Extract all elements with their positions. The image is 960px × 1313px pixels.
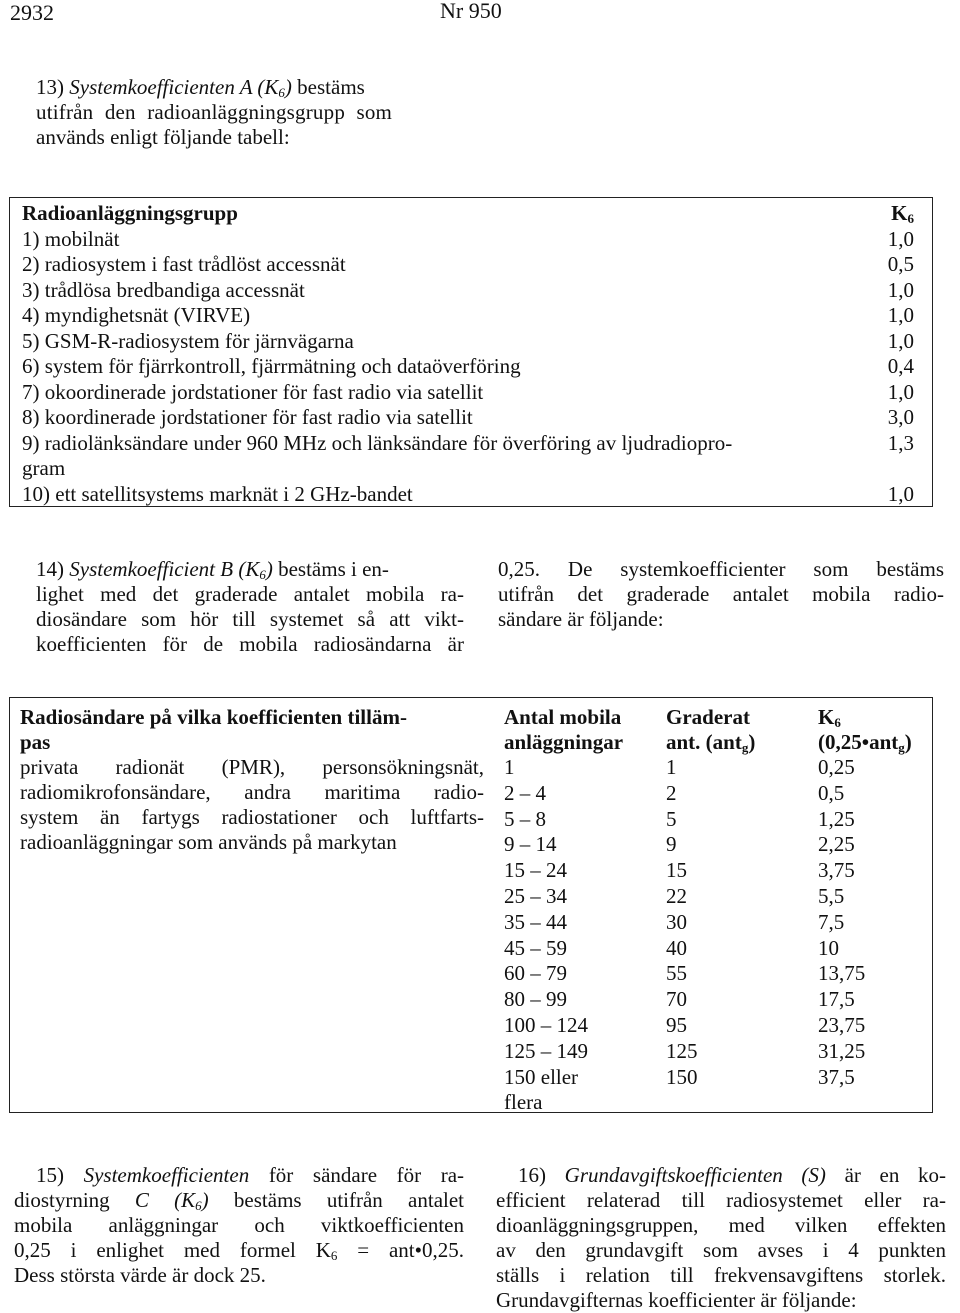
table2-graded-cell: 15 — [666, 858, 687, 883]
table1-row-value: 1,0 — [887, 303, 914, 327]
section-13-line-2: utifrån den radioanläggningsgrupp som — [36, 100, 393, 124]
table1-row-value: 1,0 — [887, 379, 914, 404]
table2-k-cell: 0,25 — [818, 755, 855, 779]
table1-row-label: 8) koordinerade jordstationer för fast radio via satellit — [22, 405, 473, 429]
table1-row-label: 6) system för fjärrkontroll, fjärrmätning och dataöverföring — [22, 354, 521, 378]
section-13-title: Systemkoefficienten A $(K_6)$ — [69, 75, 292, 100]
table2-graded-cell: 95 — [666, 1012, 687, 1037]
table2-k-cell: 1,25 — [818, 806, 855, 831]
table2-k-cell: 17,5 — [818, 987, 855, 1012]
table1-header-value: $K_6$ — [891, 201, 914, 226]
issue-number: Nr 950 — [440, 0, 502, 23]
section-14-title: Systemkoefficient B $(K_6)$ — [69, 557, 273, 582]
table2-graded-cell: 40 — [666, 935, 687, 960]
section-14-line-4: koefficienten för de mobila radiosändarna är — [36, 632, 464, 656]
section-16-line-1: 16) Grundavgiftskoefficienten (S) är en ko- — [518, 1163, 946, 1187]
table-row — [10, 278, 932, 304]
page-number: 2932 — [10, 0, 54, 25]
mobile-transmitter-coefficient-table — [9, 697, 933, 1113]
table1-row-label: 4) myndighetsnät (VIRVE) — [22, 303, 251, 327]
table1-row-label: 1) mobilnät — [22, 226, 120, 251]
table2-count-cell: 45 – 59 — [504, 935, 567, 960]
table2-count-cell: 80 – 99 — [504, 987, 567, 1012]
table2-count-cell: 15 – 24 — [504, 858, 567, 883]
table2-k-cell: 3,75 — [818, 858, 855, 883]
section-15-line-1: 15) Systemkoefficienten för sändare för ra- — [36, 1163, 465, 1187]
table2-graded-cell: 22 — [666, 883, 687, 908]
table2-count-cell: 25 – 34 — [504, 883, 567, 908]
section-13-line-1: 13) Systemkoefficienten A $(K_6)$ bestäms — [36, 75, 365, 100]
table2-count-cell: 35 – 44 — [504, 909, 567, 934]
table-row — [10, 227, 932, 253]
table1-row-label: 5) GSM-R-radiosystem för järnvägarna — [22, 328, 354, 353]
section-15-line-4: 0,25 i enlighet med formel $K_6$ = ant•0,25. — [14, 1238, 464, 1263]
table2-k-cell: 5,5 — [818, 883, 845, 908]
table2-description: privata radionät (PMR), personsökningsnät, radiomikrofonsändare, andra maritima radio- system än fartygs radiostationer och luftfarts- radioanläggningar som används på markytan — [20, 755, 484, 854]
table2-graded-cell: 70 — [666, 987, 687, 1012]
table1-header-row — [10, 201, 932, 227]
section-16-paragraph — [496, 1163, 946, 1313]
table2-graded-cell: 150 — [666, 1064, 698, 1089]
section-15-line-3: mobila anläggningar och viktkoefficienten — [14, 1213, 464, 1237]
section-14-left-column — [36, 557, 464, 657]
table2-graded-cell: 2 — [666, 780, 677, 805]
section-16-line-6: Grundavgifternas koefficienter är följande: — [496, 1288, 857, 1312]
table2-count-cell: 100 – 124 — [504, 1012, 588, 1037]
table2-graded-cell: 9 — [666, 832, 677, 857]
table2-k-cell: 23,75 — [818, 1012, 866, 1037]
table2-count-cell: 150 eller flera — [504, 1064, 579, 1114]
section-16-line-4: av den grundavgift som avses i 4 punkten — [496, 1238, 946, 1262]
table2-header-graded: Graderat ant. (ant$_g$) — [666, 705, 756, 755]
table2-k-cell: 37,5 — [818, 1064, 855, 1089]
section-14-number: 14) — [36, 557, 64, 581]
table2-graded-column — [666, 705, 806, 1090]
section-14-line-2: lighet med det graderade antalet mobila ra- — [36, 582, 464, 606]
table2-left-column — [20, 705, 484, 855]
section-16-line-5: ställs i relation till frekvensavgiftens storlek. — [496, 1263, 946, 1287]
table-row — [10, 329, 932, 355]
section-13-paragraph — [36, 75, 446, 150]
section-14-right-line-2: utifrån det graderade antalet mobila radio- — [498, 582, 944, 606]
section-14-right-column — [498, 557, 944, 632]
table1-row-value: 3,0 — [887, 405, 914, 429]
table1-row-value: 1,0 — [887, 277, 914, 302]
table1-row-value: 1,0 — [887, 328, 914, 353]
section-14-right-line-3: sändare är följande: — [498, 607, 664, 631]
table2-k-cell: 7,5 — [818, 909, 845, 934]
table2-graded-cell: 55 — [666, 961, 687, 986]
table1-row-label: 7) okoordinerade jordstationer för fast radio via satellit — [22, 379, 484, 404]
table-row — [10, 482, 932, 508]
table-row — [10, 252, 932, 278]
section-13-line-3: används enligt följande tabell: — [36, 125, 290, 149]
section-15-line-5: Dess största värde är dock 25. — [14, 1263, 266, 1287]
table1-row-value: 1,0 — [887, 481, 914, 506]
table2-graded-cell: 30 — [666, 909, 687, 934]
table-row — [10, 303, 932, 329]
table2-k-cell: 2,25 — [818, 832, 855, 857]
table1-row-value: 0,5 — [887, 252, 914, 276]
table1-row-label: 9) radiolänksändare under 960 MHz och länksändare för överföring av ljudradiopro- gram — [22, 430, 733, 480]
section-14-right-line-1: 0,25. De systemkoefficienter som bestäms — [498, 557, 944, 581]
table1-row-value: 1,3 — [887, 430, 914, 455]
table1-row-value: 0,4 — [887, 354, 914, 378]
table-row — [10, 354, 932, 380]
table2-k-cell: 0,5 — [818, 780, 845, 805]
table2-header-label: Radiosändare på vilka koefficienten tilläm- pas — [20, 705, 407, 754]
section-13-number: 13) — [36, 75, 64, 99]
table2-count-cell: 5 – 8 — [504, 806, 546, 831]
table2-count-cell: 1 — [504, 755, 515, 779]
table-row — [10, 431, 932, 482]
section-15-paragraph — [14, 1163, 464, 1288]
table1-header-label: Radioanläggningsgrupp — [22, 201, 238, 225]
table1-row-label: 2) radiosystem i fast trådlöst accessnät — [22, 252, 346, 276]
table1-row-value: 1,0 — [887, 226, 914, 251]
table2-count-cell: 125 – 149 — [504, 1038, 588, 1063]
section-15-line-2: diostyrning C $(K_6)$ bestäms utifrån antalet — [14, 1188, 465, 1213]
table2-count-column — [504, 705, 654, 1117]
table2-count-cell: 60 – 79 — [504, 961, 567, 986]
table-row — [10, 380, 932, 406]
table2-graded-cell: 5 — [666, 806, 677, 831]
table2-k-column — [818, 705, 928, 1090]
section-14-line-3: diosändare som hör till systemet så att vikt- — [36, 607, 464, 631]
table-row — [10, 405, 932, 431]
table2-header-k: $K_6$ (0,25•ant$_g$) — [818, 705, 912, 755]
table2-graded-cell: 1 — [666, 755, 677, 779]
section-14-line-1: 14) Systemkoefficient B $(K_6)$ bestäms i en- — [36, 557, 389, 582]
table1-row-label: 3) trådlösa bredbandiga accessnät — [22, 277, 305, 302]
radio-group-coefficient-table — [9, 197, 933, 507]
table2-k-cell: 10 — [818, 935, 839, 960]
table2-k-cell: 13,75 — [818, 961, 866, 986]
section-16-line-3: dioanläggningsgruppen, med vilken effekten — [496, 1213, 946, 1237]
table2-graded-cell: 125 — [666, 1038, 698, 1063]
table2-count-cell: 2 – 4 — [504, 780, 546, 805]
table2-count-cell: 9 – 14 — [504, 832, 557, 857]
table1-row-label: 10) ett satellitsystems marknät i 2 GHz-bandet — [22, 481, 413, 506]
table2-header-count: Antal mobila anläggningar — [504, 705, 624, 754]
section-16-line-2: efficient relaterad till radiosystemet eller ra- — [496, 1188, 946, 1212]
table2-k-cell: 31,25 — [818, 1038, 866, 1063]
